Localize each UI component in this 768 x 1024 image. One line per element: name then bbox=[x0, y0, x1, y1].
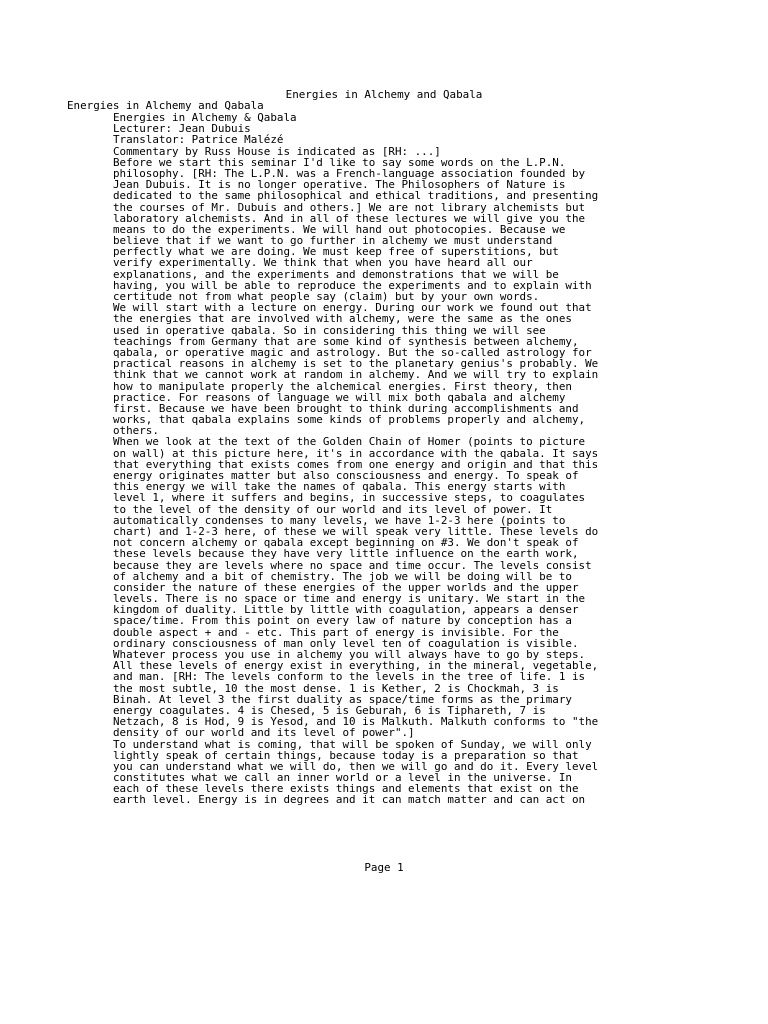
text-line: levels. There is no space or time and energy is unitary. We start in the bbox=[113, 592, 586, 606]
text-line: All these levels of energy exist in everything, in the mineral, vegetable, bbox=[113, 659, 599, 673]
text-line: certitude not from what people say (claim) but by your own words. bbox=[113, 290, 540, 303]
text-line: space/time. From this point on every law of nature by conception has a bbox=[113, 614, 572, 628]
text-line: not concern alchemy or qabala except beginning on #3. We don't speak of bbox=[113, 536, 579, 550]
text-line: When we look at the text of the Golden Chain of Homer (points to picture bbox=[113, 435, 586, 449]
text-line: others. bbox=[113, 424, 159, 438]
text-line: the most subtle, 10 the most dense. 1 is Kether, 2 is Chockmah, 3 is bbox=[113, 681, 559, 695]
text-line: means to do the experiments. We will hand out photocopies. Because we bbox=[113, 222, 566, 236]
text-line: earth level. Energy is in degrees and it can match matter and can act on bbox=[113, 793, 586, 807]
text-line: the energies that are involved with alchemy, were the same as the ones bbox=[113, 312, 572, 326]
text-line: consider the nature of these energies of the upper worlds and the upper bbox=[113, 580, 579, 594]
text-line: dedicated to the same philosophical and ethical traditions, and presenting bbox=[113, 189, 599, 203]
text-line: practical reasons in alchemy is set to the planetary genius's probably. We bbox=[113, 357, 599, 371]
text-line: Jean Dubuis. It is no longer operative. The Philosophers of Nature is bbox=[113, 178, 566, 192]
text-line: first. Because we have been brought to think during accomplishments and bbox=[113, 401, 579, 415]
text-line: believe that if we want to go further in alchemy we must understand bbox=[113, 234, 553, 248]
text-line: laboratory alchemists. And in all of these lectures we will give you the bbox=[113, 211, 586, 225]
text-line: perfectly what we are doing. We must keep free of superstitions, but bbox=[113, 245, 559, 259]
text-line: ordinary consciousness of man only level ten of coagulation is visible. bbox=[113, 636, 579, 650]
text-line: of alchemy and a bit of chemistry. The job we will be doing will be to bbox=[113, 569, 572, 583]
text-line: that everything that exists comes from one energy and origin and that this bbox=[113, 457, 599, 471]
text-line: Energies in Alchemy & Qabala bbox=[113, 111, 297, 124]
text-line: To understand what is coming, that will be spoken of Sunday, we will only bbox=[113, 737, 592, 751]
text-line: on wall) at this picture here, it's in accordance with the qabala. It says bbox=[113, 446, 599, 460]
text-line: because they are levels where no space and time occur. The levels consist bbox=[113, 558, 592, 572]
page-title: Energies in Alchemy and Qabala bbox=[285, 88, 483, 101]
text-line: practice. For reasons of language we will mix both qabala and alchemy bbox=[113, 390, 566, 404]
text-line: We will start with a lecture on energy. During our work we found out that bbox=[113, 301, 592, 315]
text-line: how to manipulate properly the alchemical energies. First theory, then bbox=[113, 379, 572, 393]
text-line: philosophy. [RH: The L.P.N. was a French-language association founded by bbox=[113, 166, 586, 180]
body-text bbox=[113, 112, 673, 806]
text-line: to the level of the density of our world and its level of power. It bbox=[113, 502, 553, 516]
text-line: double aspect + and - etc. This part of energy is invisible. For the bbox=[113, 625, 559, 639]
text-line: the courses of Mr. Dubuis and others.] We are not library alchemists but bbox=[113, 200, 586, 214]
text-line: Translator: Patrice Malézé bbox=[113, 133, 284, 147]
text-line: verify experimentally. We think that when you have heard all our bbox=[113, 256, 533, 270]
text-line: teachings from Germany that are some kind of synthesis between alchemy, bbox=[113, 334, 579, 348]
text-line: you can understand what we will do, then we will go and do it. Every level bbox=[113, 759, 599, 773]
text-line: Binah. At level 3 the first duality as space/time forms as the primary bbox=[113, 692, 572, 706]
text-line: constitutes what we call an inner world or a level in the universe. In bbox=[113, 771, 572, 785]
text-line: this energy we will take the names of qabala. This energy starts with bbox=[113, 480, 566, 494]
text-line: Whatever process you use in alchemy you will always have to go by steps. bbox=[113, 648, 586, 661]
text-line: think that we cannot work at random in alchemy. And we will try to explain bbox=[113, 368, 599, 382]
text-line: Before we start this seminar I'd like to say some words on the L.P.N. bbox=[113, 155, 566, 169]
text-line: explanations, and the experiments and demonstrations that we will be bbox=[113, 267, 559, 281]
text-line: and man. [RH: The levels conform to the levels in the tree of life. 1 is bbox=[113, 670, 586, 684]
text-line: level 1, where it suffers and begins, in successive steps, to coagulates bbox=[113, 491, 586, 505]
document-heading: Energies in Alchemy and Qabala bbox=[67, 99, 264, 112]
page-number: Page 1 bbox=[364, 861, 404, 874]
text-line: automatically condenses to many levels, we have 1-2-3 here (points to bbox=[113, 513, 566, 527]
text-line: Netzach, 8 is Hod, 9 is Yesod, and 10 is Malkuth. Malkuth conforms to "the bbox=[113, 715, 599, 729]
text-line: Lecturer: Jean Dubuis bbox=[113, 122, 251, 136]
text-line: chart) and 1-2-3 here, of these we will speak very little. These levels do bbox=[113, 524, 599, 538]
text-line: energy coagulates. 4 is Chesed, 5 is Geburah, 6 is Tiphareth, 7 is bbox=[113, 703, 546, 717]
text-line: these levels because they have very little influence on the earth work, bbox=[113, 547, 579, 561]
text-line: lightly speak of certain things, because today is a preparation so that bbox=[113, 748, 579, 762]
text-line: works, that qabala explains some kinds of problems properly and alchemy, bbox=[113, 413, 586, 427]
text-line: density of our world and its level of power".] bbox=[113, 726, 415, 740]
text-line: each of these levels there exists things and elements that exist on the bbox=[113, 782, 579, 796]
text-line: kingdom of duality. Little by little with coagulation, appears a denser bbox=[113, 603, 579, 617]
text-line: Commentary by Russ House is indicated as [RH: ...] bbox=[113, 144, 441, 158]
text-line: qabala, or operative magic and astrology. But the so-called astrology for bbox=[113, 345, 592, 359]
text-line: having, you will be able to reproduce the experiments and to explain with bbox=[113, 278, 592, 292]
text-line: energy originates matter but also consciousness and energy. To speak of bbox=[113, 469, 579, 482]
text-line: used in operative qabala. So in considering this thing we will see bbox=[113, 323, 546, 337]
